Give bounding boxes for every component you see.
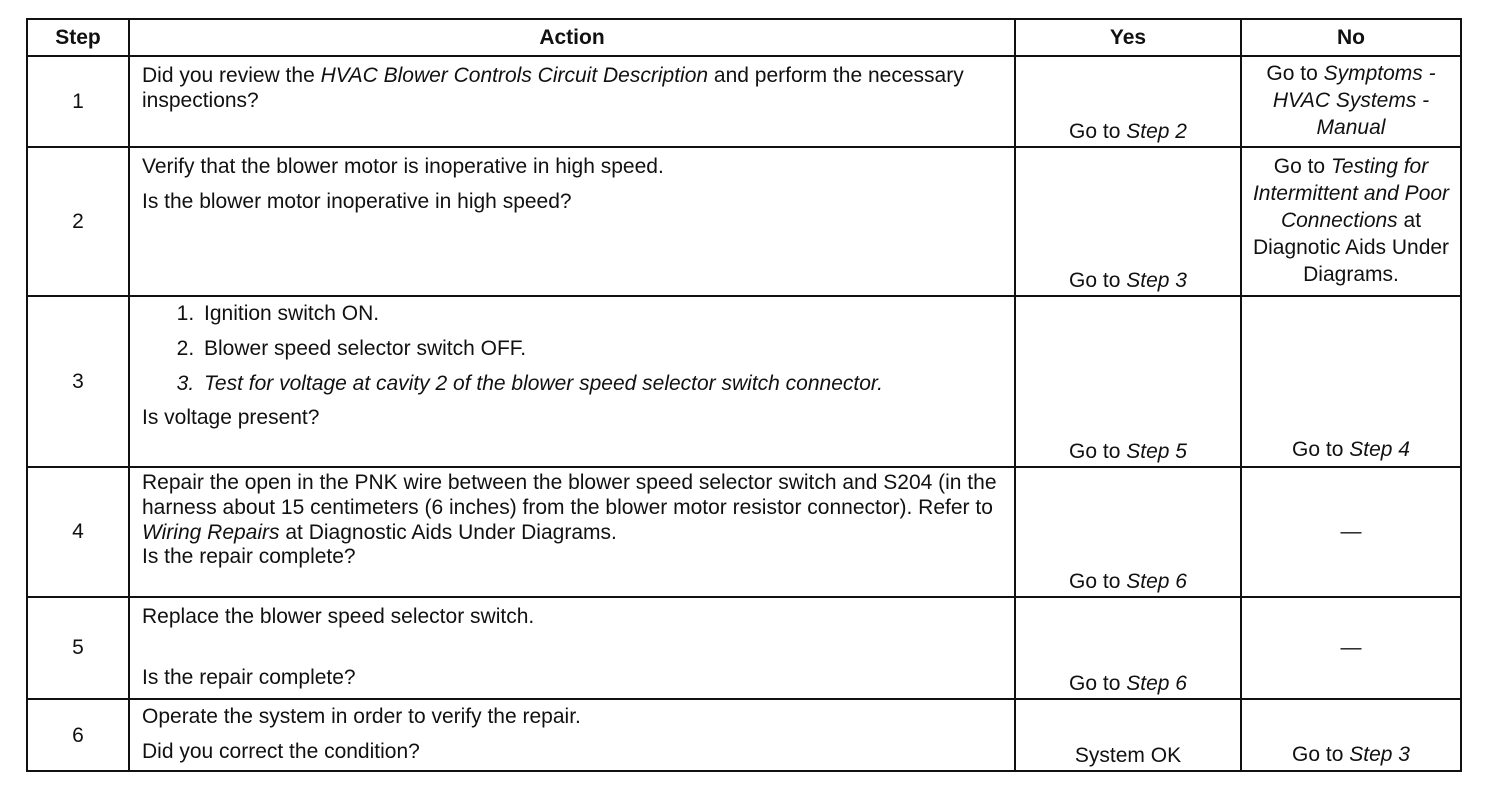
- yes-step-ref: Step 5: [1126, 439, 1187, 463]
- action-cell: [129, 56, 1015, 147]
- action-text: Operate the system in order to verify the repair.: [142, 705, 581, 728]
- action-cell: [129, 467, 1015, 597]
- yes-cell: [1015, 597, 1241, 699]
- procedure-item: 1. Ignition switch ON.: [200, 301, 1006, 326]
- yes-step-ref: Step 2: [1126, 119, 1187, 143]
- yes-step-ref: Step 6: [1126, 671, 1187, 695]
- step-number: 3: [27, 296, 129, 467]
- table-row: [27, 296, 1461, 467]
- action-question: Did you correct the condition?: [142, 740, 420, 764]
- action-cell: [129, 296, 1015, 467]
- step-number: 4: [27, 467, 129, 597]
- table-row: [27, 699, 1461, 771]
- yes-cell: System OK: [1015, 699, 1241, 771]
- header-step: Step: [27, 19, 129, 56]
- no-cell: [1241, 56, 1461, 147]
- action-text: Did you review the: [142, 64, 321, 87]
- action-question: Is the blower motor inoperative in high speed?: [142, 190, 572, 214]
- diagnostic-table: [26, 18, 1462, 772]
- no-cell: —: [1241, 597, 1461, 699]
- yes-text: Go to: [1069, 569, 1127, 593]
- step-number: 5: [27, 597, 129, 699]
- action-question: Is the repair complete?: [142, 666, 356, 690]
- action-cell: [129, 147, 1015, 296]
- yes-text: Go to: [1069, 439, 1127, 463]
- action-reference: HVAC Blower Controls Circuit Description: [320, 64, 709, 87]
- no-text: Go to: [1266, 62, 1324, 86]
- action-text: Verify that the blower motor is inoperative in high speed.: [142, 155, 664, 178]
- no-step-ref: Step 4: [1349, 438, 1410, 462]
- no-cell: [1241, 147, 1461, 296]
- procedure-list: [142, 301, 1006, 397]
- step-number: 2: [27, 147, 129, 296]
- yes-cell: [1015, 56, 1241, 147]
- yes-text: Go to: [1069, 119, 1127, 143]
- no-text: at Diagnotic Aids Under Diagrams.: [1252, 209, 1450, 286]
- yes-step-ref: Step 6: [1126, 569, 1187, 593]
- header-no: No: [1241, 19, 1461, 56]
- no-text: Go to: [1292, 742, 1350, 766]
- no-text: Go to: [1273, 155, 1331, 179]
- header-row: [27, 19, 1461, 56]
- no-cell: —: [1241, 467, 1461, 597]
- yes-cell: [1015, 296, 1241, 467]
- action-text: Repair the open in the PNK wire between the blower speed selector switch and S204 (in the harness about 15 centimeters (6 inches) from the blower motor resistor connector). Refer to: [142, 471, 997, 519]
- yes-cell: [1015, 147, 1241, 296]
- procedure-item: 2. Blower speed selector switch OFF.: [200, 336, 1006, 361]
- action-cell: [129, 699, 1015, 771]
- table-row: [27, 147, 1461, 296]
- no-reference: Symptoms - HVAC Systems - Manual: [1272, 62, 1436, 139]
- table-row: [27, 467, 1461, 597]
- action-text: at Diagnostic Aids Under Diagrams.: [279, 520, 617, 544]
- yes-text: Go to: [1069, 671, 1127, 695]
- yes-cell: [1015, 467, 1241, 597]
- header-action: Action: [129, 19, 1015, 56]
- no-step-ref: Step 3: [1349, 742, 1410, 766]
- step-number: 1: [27, 56, 129, 147]
- step-number: 6: [27, 699, 129, 771]
- no-text: Go to: [1292, 438, 1350, 462]
- table-row: [27, 597, 1461, 699]
- action-question: Is voltage present?: [142, 405, 320, 429]
- action-text: Replace the blower speed selector switch.: [142, 605, 535, 628]
- action-reference: Wiring Repairs: [142, 520, 280, 544]
- no-reference: Testing for Intermittent and Poor Connections: [1252, 155, 1450, 233]
- yes-text: Go to: [1069, 268, 1127, 292]
- action-question: Is the repair complete?: [142, 545, 356, 569]
- action-text: and perform the necessary inspections?: [142, 64, 964, 113]
- action-cell: [129, 597, 1015, 699]
- no-cell: [1241, 699, 1461, 771]
- header-yes: Yes: [1015, 19, 1241, 56]
- yes-step-ref: Step 3: [1126, 268, 1187, 292]
- table-row: [27, 56, 1461, 147]
- no-cell: [1241, 296, 1461, 467]
- procedure-item: 3. Test for voltage at cavity 2 of the blower speed selector switch connector.: [200, 371, 1006, 396]
